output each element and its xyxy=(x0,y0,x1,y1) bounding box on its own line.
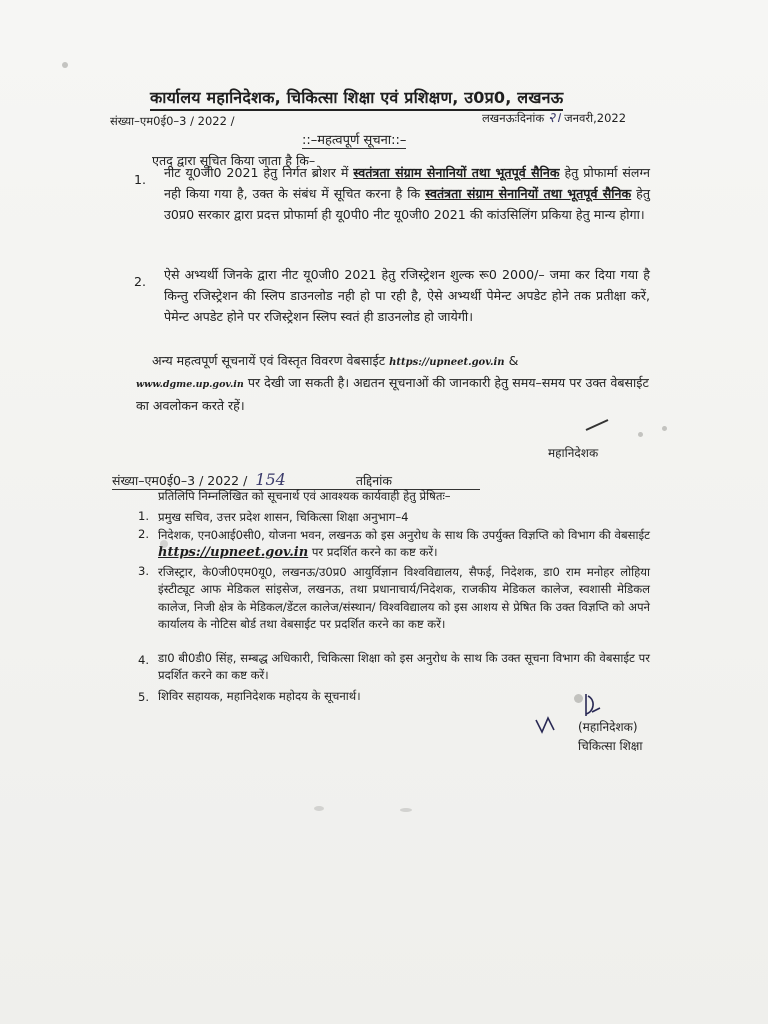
copy-item-2-link[interactable]: https://upneet.gov.in xyxy=(158,545,309,561)
notice-item-1-emphasis-b: स्वतंत्रता संग्राम सेनानियों तथा भूतपूर्व सैनिक xyxy=(425,186,632,201)
website-text-a: अन्य महत्वपूर्ण सूचनायें एवं विस्तृत विवरण वेबसाईट xyxy=(152,353,386,368)
notice-signatory: महानिदेशक xyxy=(548,446,599,460)
scan-speck xyxy=(574,694,583,703)
date-handwritten: २। xyxy=(547,110,561,126)
copy-signatory-dept: चिकित्सा शिक्षा xyxy=(578,739,643,753)
reference-number: संख्या–एम0ई0–3 / 2022 / xyxy=(110,114,235,128)
website-paragraph-cont xyxy=(136,372,650,416)
copy-signatory-title: (महानिदेशक) xyxy=(578,720,638,734)
website-link-dgme[interactable]: www.dgme.up.gov.in xyxy=(136,379,244,390)
notice-item-1-text-a: नीट यू0जी0 2021 हेतु निर्गत ब्रोशर में xyxy=(164,165,354,180)
copy-item-2-number: 2. xyxy=(138,527,150,541)
copy-item-4: डा0 बी0डी0 सिंह, सम्बद्ध अधिकारी, चिकित्सा शिक्षा को इस अनुरोध के साथ कि उक्त सूचना विभाग की वेबसाईट पर प्रदर्शित करने का कष्ट करें। xyxy=(158,651,650,683)
date-label: लखनऊःदिनांक xyxy=(482,111,545,125)
date-month-year: जनवरी,2022 xyxy=(564,111,627,125)
copy-item-1: प्रमुख सचिव, उत्तर प्रदेश शासन, चिकित्सा शिक्षा अनुभाग–4 xyxy=(158,510,409,524)
copy-item-3-number: 3. xyxy=(138,564,150,578)
ampersand: & xyxy=(508,353,519,368)
notice-title: ::–महत्वपूर्ण सूचना::– xyxy=(302,130,406,149)
signature-mark xyxy=(584,418,610,432)
scan-speck xyxy=(662,426,667,431)
copy-item-1-number: 1. xyxy=(138,509,150,523)
scan-speck xyxy=(160,540,168,548)
copy-tad-dinank: तद्दिनांक xyxy=(355,473,393,488)
copy-item-5: शिविर सहायक, महानिदेशक महोदय के सूचनार्थ। xyxy=(158,689,361,703)
date-line xyxy=(482,108,626,127)
copy-item-3: रजिस्ट्रार, के0जी0एम0यू0, लखनऊ/उ0प्र0 आयुर्विज्ञान विश्वविद्यालय, सैफई, निदेशक, डा0 राम मनोहर लोहिया इंस्टीट्यूट आफ मेडिकल सांइसेज, लखनऊ, तथा प्रधानाचार्य/निदेशक, राजकीय मेडिकल कालेज, स्वशासी मेडिकल कालेज, निजी क्षेत्र के मेडिकल/डेंटल कालेज/संस्थान/ विश्वविद्यालय को इस आशय से प्रेषित कि उक्त विज्ञप्ति को अपने कार्यालय के नोटिस बोर्ड तथा वेबसाईट पर प्रदर्शित करने का कष्ट करें। xyxy=(158,565,650,631)
notice-item-2: ऐसे अभ्यर्थी जिनके द्वारा नीट यू0जी0 2021 हेतु रजिस्ट्रेशन शुल्क रू0 2000/– जमा कर दिया गया है किन्तु रजिस्ट्रेशन की स्लिप डाउनलोड नही हो पा रही है, ऐसे अभ्यर्थी पेमेन्ट अपडेट होने तक प्रतीक्षा करें, पेमेन्ट अपडेट होने पर रजिस्ट्रेशन स्लिप स्वतं ही डाउनलोड हो जायेगी। xyxy=(164,267,650,324)
scan-speck xyxy=(314,806,324,811)
website-text-b: पर देखी जा सकती है। अद्यतन सूचनाओं की जानकारी हेतु समय–समय पर उक्त वेबसाईट का अवलोकन करते रहें। xyxy=(136,375,649,413)
notice-item-1 xyxy=(164,162,650,225)
copy-reference-number: संख्या–एम0ई0–3 / 2022 / xyxy=(112,473,248,488)
notice-intro: एतद् द्वारा सूचित किया जाता है कि– xyxy=(152,153,316,168)
copy-intro: प्रतिलिपि निम्नलिखित को सूचनार्थ एवं आवश्यक कार्यवाही हेतु प्रेषितः– xyxy=(158,489,451,503)
copy-reference-handwritten: 154 xyxy=(255,470,286,489)
notice-item-1-text-b: हेतु प्रोफार्मा संलग्न नही किया गया है, उक्त के संबंध में सूचित करना है कि xyxy=(164,165,650,201)
office-heading: कार्यालय महानिदेशक, चिकित्सा शिक्षा एवं प्रशिक्षण, उ0प्र0, लखनऊ xyxy=(150,86,563,111)
copy-item-2 xyxy=(158,527,650,562)
copy-item-5-number: 5. xyxy=(138,690,150,704)
notice-item-1-text-c: हेतु उ0प्र0 सरकार द्वारा प्रदत्त प्रोफार्मा ही यू0पी0 नीट यू0जी0 2021 की कांउसिलिंग प्रकिया हेतु मान्य होगा। xyxy=(164,186,651,222)
notice-item-2-number: 2. xyxy=(134,274,147,289)
notice-item-1-number: 1. xyxy=(134,172,147,187)
scan-speck xyxy=(62,62,68,68)
copy-item-2-text-a: निदेशक, एन0आई0सी0, योजना भवन, लखनऊ को इस अनुरोध के साथ कि उपर्युक्त विज्ञप्ति को विभाग की वेबसाईट xyxy=(158,528,650,542)
website-link-upneet[interactable]: https://upneet.gov.in xyxy=(389,357,505,368)
copy-item-4-number: 4. xyxy=(138,653,150,667)
website-paragraph xyxy=(152,350,650,373)
scan-speck xyxy=(638,432,643,437)
copy-item-2-text-b: पर प्रदर्शित करने का कष्ट करें। xyxy=(308,545,438,560)
scan-speck xyxy=(400,808,412,812)
copy-reference-line xyxy=(112,470,480,490)
notice-item-1-emphasis-a: स्वतंत्रता संग्राम सेनानियों तथा भूतपूर्व सैनिक xyxy=(353,165,560,180)
